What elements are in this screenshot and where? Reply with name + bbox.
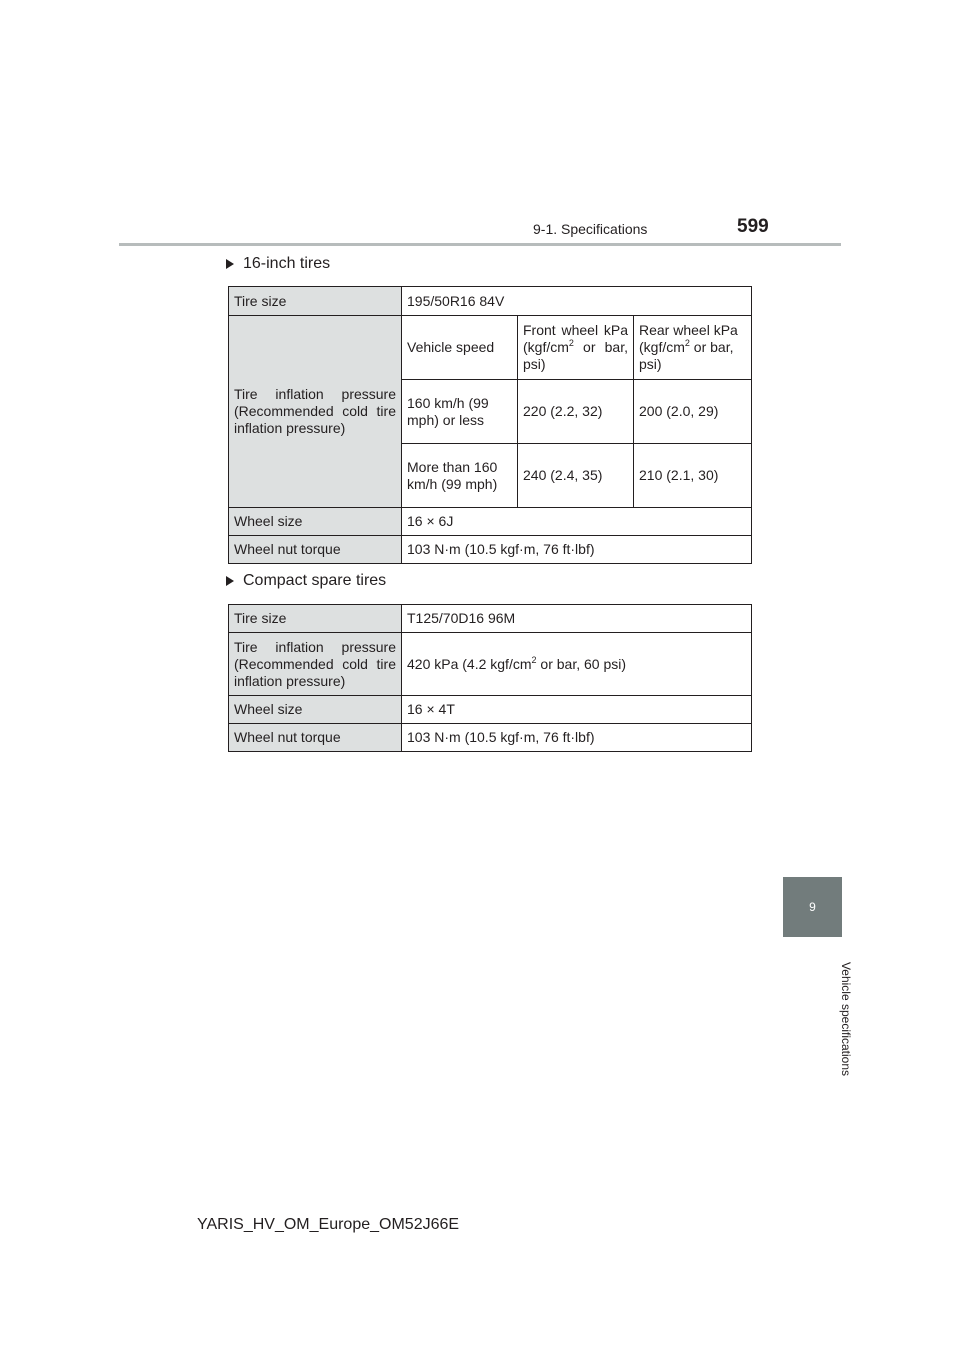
col-front-wheel <box>518 316 634 380</box>
tire-size-value: 195/50R16 84V <box>402 287 752 316</box>
wheel-nut-torque-value: 103 N·m (10.5 kgf·m, 76 ft·lbf) <box>402 536 752 564</box>
chapter-number: 9 <box>809 900 816 914</box>
heading-text: 16-inch tires <box>243 255 331 272</box>
wheel-size-value: 16 × 4T <box>402 696 752 724</box>
col-front-text-2: or bar, psi) <box>523 339 628 372</box>
footer-document-code: YARIS_HV_OM_Europe_OM52J66E <box>197 1216 460 1233</box>
table-row <box>229 605 752 633</box>
superscript: 2 <box>684 338 690 348</box>
wheel-nut-torque-label: Wheel nut torque <box>229 536 402 564</box>
col-front-text: Front wheel kPa (kgf/cm <box>523 322 628 355</box>
table-row <box>229 633 752 696</box>
header-section-title: 9-1. Specifications <box>533 221 648 237</box>
front-pressure-cell: 240 (2.4, 35) <box>518 444 634 508</box>
pressure-label: Tire inflation pressure (Recommended cold tire inflation pressure) <box>229 633 402 696</box>
triangle-bullet-icon <box>226 576 234 586</box>
col-rear-wheel <box>634 316 752 380</box>
page-number: 599 <box>737 216 769 237</box>
table-row <box>229 724 752 752</box>
table-row <box>229 696 752 724</box>
rear-pressure-cell: 210 (2.1, 30) <box>634 444 752 508</box>
pressure-text-2: or bar, 60 psi) <box>536 655 627 672</box>
section-heading-16-inch <box>226 255 330 273</box>
wheel-size-label: Wheel size <box>229 508 402 536</box>
section-heading-compact-spare <box>226 572 386 590</box>
superscript: 2 <box>531 654 537 665</box>
tire-size-label: Tire size <box>229 287 402 316</box>
wheel-nut-torque-value: 103 N·m (10.5 kgf·m, 76 ft·lbf) <box>402 724 752 752</box>
table-row <box>229 316 752 380</box>
wheel-size-label: Wheel size <box>229 696 402 724</box>
tire-size-label: Tire size <box>229 605 402 633</box>
tire-size-value: T125/70D16 96M <box>402 605 752 633</box>
pressure-text: 420 kPa (4.2 kgf/cm <box>407 655 532 672</box>
superscript: 2 <box>568 338 574 348</box>
wheel-nut-torque-label: Wheel nut torque <box>229 724 402 752</box>
rear-pressure-cell: 200 (2.0, 29) <box>634 380 752 444</box>
table-row <box>229 508 752 536</box>
pressure-label: Tire inflation pressure (Recommended cold tire inflation pressure) <box>229 316 402 508</box>
speed-cell: 160 km/h (99 mph) or less <box>402 380 518 444</box>
table-row <box>229 536 752 564</box>
header-rule <box>119 243 841 246</box>
front-pressure-cell: 220 (2.2, 32) <box>518 380 634 444</box>
col-vehicle-speed: Vehicle speed <box>402 316 518 380</box>
chapter-tab <box>783 877 842 937</box>
speed-cell: More than 160 km/h (99 mph) <box>402 444 518 508</box>
table-16-inch-tires <box>228 286 752 564</box>
table-compact-spare-tires <box>228 604 752 752</box>
col-rear-text: Rear wheel kPa (kgf/cm <box>639 322 738 355</box>
wheel-size-value: 16 × 6J <box>402 508 752 536</box>
table-row <box>229 287 752 316</box>
col-rear-text-2: or bar, psi) <box>639 339 734 372</box>
pressure-value <box>402 633 752 696</box>
chapter-side-label: Vehicle specifications <box>839 961 853 1077</box>
heading-text: Compact spare tires <box>243 572 387 589</box>
triangle-bullet-icon <box>226 259 234 269</box>
